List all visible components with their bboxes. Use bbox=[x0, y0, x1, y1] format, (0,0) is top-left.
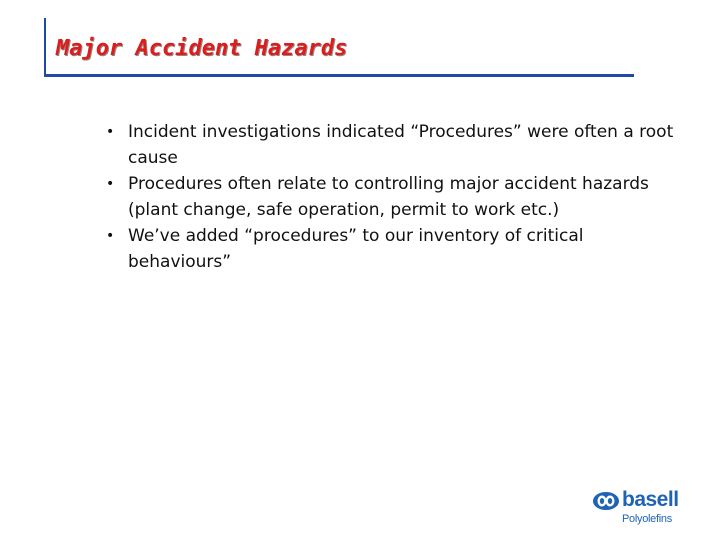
title-divider-vertical bbox=[44, 18, 46, 76]
logo-tagline: Polyolefins bbox=[622, 513, 672, 525]
slide-title: Major Accident Hazards bbox=[56, 36, 348, 61]
title-divider-horizontal bbox=[44, 74, 634, 77]
bullet-marker: • bbox=[106, 124, 115, 140]
bullet-item bbox=[104, 223, 684, 275]
basell-logo-icon bbox=[592, 491, 620, 511]
bullet-list bbox=[104, 119, 684, 275]
bullet-text: Incident investigations indicated “Procedures” were often a root cause bbox=[128, 122, 674, 168]
bullet-item bbox=[104, 119, 684, 171]
bullet-marker: • bbox=[106, 228, 115, 244]
bullet-text: We’ve added “procedures” to our inventory of critical behaviours” bbox=[128, 226, 584, 272]
basell-logo bbox=[590, 488, 686, 528]
bullet-text: Procedures often relate to controlling major accident hazards (plant change, safe operation, permit to work etc.) bbox=[128, 174, 649, 220]
bullet-item bbox=[104, 171, 684, 223]
bullet-marker: • bbox=[106, 176, 115, 192]
logo-wordmark: basell bbox=[622, 488, 679, 511]
